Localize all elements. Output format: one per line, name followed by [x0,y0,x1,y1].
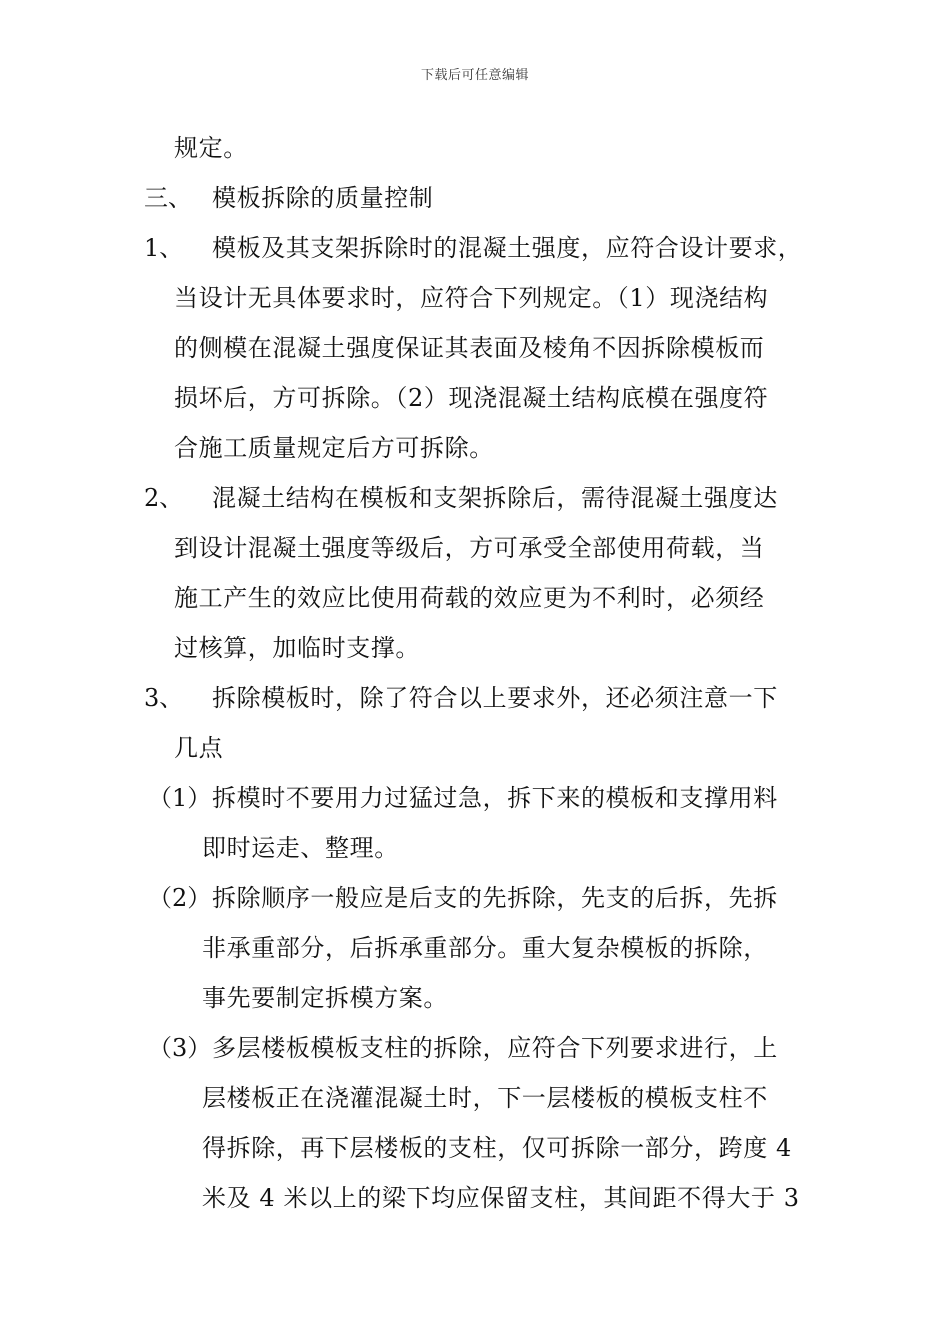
text-line: 非承重部分，后拆承重部分。重大复杂模板的拆除， [202,934,768,962]
text-line: 施工产生的效应比使用荷载的效应更为不利时，必须经 [174,584,765,612]
text-line: 到设计混凝土强度等级后，方可承受全部使用荷载，当 [174,534,765,562]
text-line: 米及 4 米以上的梁下均应保留支柱，其间距不得大于 3 [202,1184,800,1212]
text-line: 当设计无具体要求时，应符合下列规定。（1）现浇结构 [174,284,769,312]
text-line: 即时运走、整理。 [202,834,399,862]
item-number: 1、 [144,234,184,262]
text-line: 几点 [174,734,224,762]
text-line: 得拆除，再下层楼板的支柱，仅可拆除一部分，跨度 4 [202,1134,792,1162]
section-number: 三、 [144,184,192,212]
text-line: 多层楼板模板支柱的拆除，应符合下列要求进行，上 [212,1034,778,1062]
page-header: 下载后可任意编辑 [420,68,529,83]
text-line: 拆除顺序一般应是后支的先拆除，先支的后拆，先拆 [212,884,778,912]
sub-item-number: （3） [148,1034,212,1062]
sub-item-number: （2） [148,884,212,912]
text-line: 合施工质量规定后方可拆除。 [174,434,494,462]
section-title: 模板拆除的质量控制 [212,184,434,212]
text-line: 的侧模在混凝土强度保证其表面及棱角不因拆除模板而 [174,334,765,362]
item-number: 2、 [144,484,184,512]
item-number: 3、 [144,684,184,712]
text-line: 过核算，加临时支撑。 [174,634,420,662]
text-line: 拆除模板时，除了符合以上要求外，还必须注意一下 [212,684,778,712]
text-line: 混凝土结构在模板和支架拆除后，需待混凝土强度达 [212,484,778,512]
text-line: 事先要制定拆模方案。 [202,984,448,1012]
text-line: 层楼板正在浇灌混凝土时，下一层楼板的模板支柱不 [202,1084,768,1112]
text-line: 损坏后，方可拆除。（2）现浇混凝土结构底模在强度符 [174,384,769,412]
text-line: 模板及其支架拆除时的混凝土强度，应符合设计要求， [212,234,803,262]
sub-item-number: （1） [148,784,212,812]
text-line: 拆模时不要用力过猛过急，拆下来的模板和支撑用料 [212,784,778,812]
text-line: 规定。 [174,134,248,162]
